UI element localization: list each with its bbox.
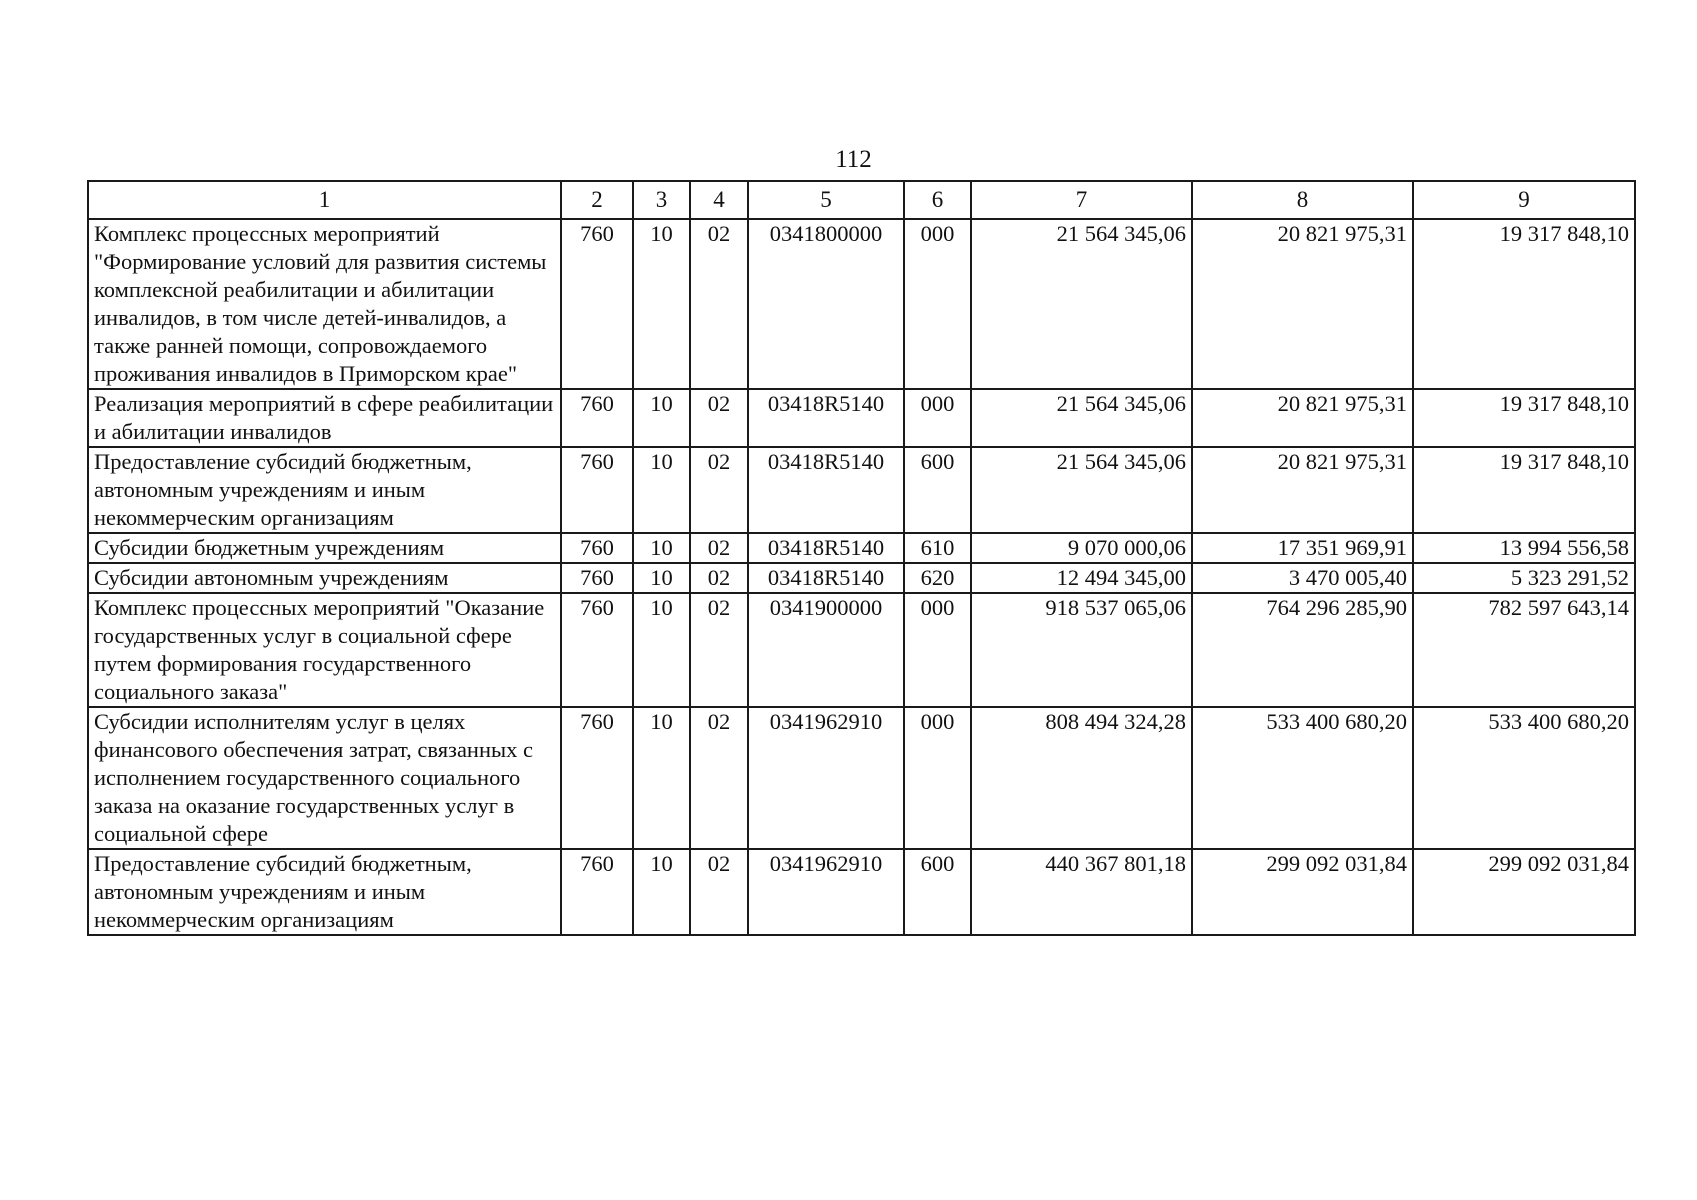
row-code-5: 0341962910 — [748, 707, 904, 849]
row-amount-7: 808 494 324,28 — [971, 707, 1192, 849]
row-amount-8: 533 400 680,20 — [1192, 707, 1413, 849]
row-code-3: 10 — [633, 533, 690, 563]
row-name: Субсидии автономным учреждениям — [88, 563, 561, 593]
row-name: Субсидии бюджетным учреждениям — [88, 533, 561, 563]
row-code-3: 10 — [633, 849, 690, 935]
row-code-6: 620 — [904, 563, 971, 593]
column-header: 9 — [1413, 181, 1635, 219]
row-code-5: 0341900000 — [748, 593, 904, 707]
row-code-5: 03418R5140 — [748, 533, 904, 563]
row-amount-8: 3 470 005,40 — [1192, 563, 1413, 593]
row-code-2: 760 — [561, 447, 633, 533]
row-code-3: 10 — [633, 219, 690, 389]
row-code-6: 600 — [904, 849, 971, 935]
row-code-4: 02 — [690, 389, 748, 447]
row-code-2: 760 — [561, 219, 633, 389]
column-header: 2 — [561, 181, 633, 219]
row-amount-9: 19 317 848,10 — [1413, 389, 1635, 447]
column-header: 3 — [633, 181, 690, 219]
table-row — [88, 849, 1635, 935]
table-row — [88, 389, 1635, 447]
row-amount-8: 20 821 975,31 — [1192, 389, 1413, 447]
row-code-2: 760 — [561, 707, 633, 849]
row-code-2: 760 — [561, 533, 633, 563]
row-code-6: 600 — [904, 447, 971, 533]
column-header: 5 — [748, 181, 904, 219]
row-amount-8: 20 821 975,31 — [1192, 447, 1413, 533]
row-amount-9: 19 317 848,10 — [1413, 219, 1635, 389]
row-name: Комплекс процессных мероприятий "Оказание государственных услуг в социальной сфере путем формирования государственного социального заказа" — [88, 593, 561, 707]
row-code-4: 02 — [690, 533, 748, 563]
row-amount-9: 782 597 643,14 — [1413, 593, 1635, 707]
row-code-2: 760 — [561, 563, 633, 593]
table-row — [88, 447, 1635, 533]
column-header: 1 — [88, 181, 561, 219]
row-code-4: 02 — [690, 563, 748, 593]
row-code-5: 0341962910 — [748, 849, 904, 935]
row-amount-7: 21 564 345,06 — [971, 219, 1192, 389]
row-name: Субсидии исполнителям услуг в целях финансового обеспечения затрат, связанных с исполнением государственного социального заказа на оказание государственных услуг в социальной сфере — [88, 707, 561, 849]
row-code-5: 03418R5140 — [748, 447, 904, 533]
row-amount-9: 299 092 031,84 — [1413, 849, 1635, 935]
row-amount-7: 440 367 801,18 — [971, 849, 1192, 935]
row-name: Предоставление субсидий бюджетным, автономным учреждениям и иным некоммерческим организациям — [88, 447, 561, 533]
row-code-6: 000 — [904, 389, 971, 447]
row-code-2: 760 — [561, 389, 633, 447]
row-code-3: 10 — [633, 707, 690, 849]
column-header: 6 — [904, 181, 971, 219]
column-header: 4 — [690, 181, 748, 219]
row-code-2: 760 — [561, 849, 633, 935]
row-code-6: 000 — [904, 707, 971, 849]
row-amount-9: 5 323 291,52 — [1413, 563, 1635, 593]
row-amount-8: 20 821 975,31 — [1192, 219, 1413, 389]
column-header: 8 — [1192, 181, 1413, 219]
row-amount-7: 21 564 345,06 — [971, 389, 1192, 447]
row-code-4: 02 — [690, 593, 748, 707]
page-number: 112 — [835, 146, 872, 173]
row-amount-7: 21 564 345,06 — [971, 447, 1192, 533]
row-code-6: 000 — [904, 593, 971, 707]
row-code-4: 02 — [690, 447, 748, 533]
budget-table — [87, 180, 1636, 936]
row-code-3: 10 — [633, 389, 690, 447]
row-code-6: 610 — [904, 533, 971, 563]
row-code-4: 02 — [690, 707, 748, 849]
row-name: Предоставление субсидий бюджетным, автономным учреждениям и иным некоммерческим организациям — [88, 849, 561, 935]
row-code-3: 10 — [633, 593, 690, 707]
row-amount-8: 299 092 031,84 — [1192, 849, 1413, 935]
table-row — [88, 593, 1635, 707]
row-amount-7: 918 537 065,06 — [971, 593, 1192, 707]
row-amount-9: 533 400 680,20 — [1413, 707, 1635, 849]
column-header: 7 — [971, 181, 1192, 219]
table-row — [88, 219, 1635, 389]
row-name: Комплекс процессных мероприятий "Формирование условий для развития системы комплексной реабилитации и абилитации инвалидов, в том числе детей-инвалидов, а также ранней помощи, сопровождаемого проживания инвалидов в Приморском крае" — [88, 219, 561, 389]
row-code-2: 760 — [561, 593, 633, 707]
row-code-4: 02 — [690, 219, 748, 389]
row-name: Реализация мероприятий в сфере реабилитации и абилитации инвалидов — [88, 389, 561, 447]
row-code-4: 02 — [690, 849, 748, 935]
row-code-3: 10 — [633, 563, 690, 593]
row-amount-7: 12 494 345,00 — [971, 563, 1192, 593]
table-row — [88, 533, 1635, 563]
row-code-3: 10 — [633, 447, 690, 533]
row-code-6: 000 — [904, 219, 971, 389]
row-code-5: 0341800000 — [748, 219, 904, 389]
row-amount-9: 19 317 848,10 — [1413, 447, 1635, 533]
table-header-row — [88, 181, 1635, 219]
row-code-5: 03418R5140 — [748, 389, 904, 447]
table-row — [88, 563, 1635, 593]
row-amount-8: 764 296 285,90 — [1192, 593, 1413, 707]
row-code-5: 03418R5140 — [748, 563, 904, 593]
row-amount-7: 9 070 000,06 — [971, 533, 1192, 563]
table-row — [88, 707, 1635, 849]
row-amount-9: 13 994 556,58 — [1413, 533, 1635, 563]
row-amount-8: 17 351 969,91 — [1192, 533, 1413, 563]
